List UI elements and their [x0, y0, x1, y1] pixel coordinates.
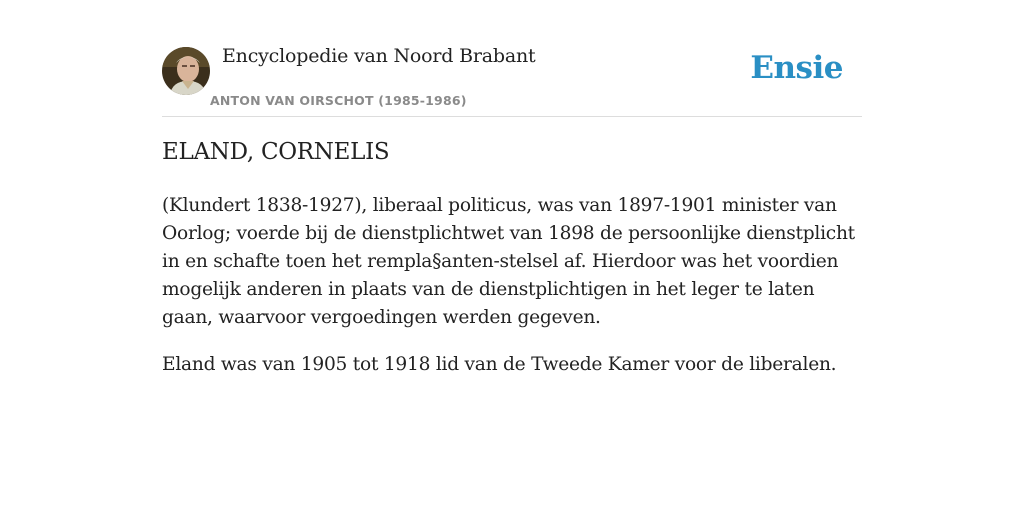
author-name[interactable]: ANTON VAN OIRSCHOT (1985-1986) [210, 93, 467, 108]
article-paragraph: (Klundert 1838-1927), liberaal politicus, was van 1897-1901 minister van Oorlog; voerde bij de dienstplichtwet van 1898 de persoonlijke dienstplicht in en schafte toen het rempla§anten-stelsel af. Hierdoor was het voordien mogelijk anderen in plaats van de dienstplichtigen in het leger te laten gaan, waarvoor vergoedingen werden gegeven. [162, 195, 855, 328]
ensie-logo[interactable]: Ensie [750, 50, 843, 86]
author-avatar[interactable] [162, 47, 210, 95]
article-paragraph: Eland was van 1905 tot 1918 lid van de Tweede Kamer voor de liberalen. [162, 354, 837, 375]
source-title[interactable]: Encyclopedie van Noord Brabant [222, 45, 536, 67]
article-title: ELAND, CORNELIS [162, 139, 390, 165]
article-header [162, 0, 862, 117]
article-body [162, 192, 862, 398]
page-container [162, 0, 862, 375]
